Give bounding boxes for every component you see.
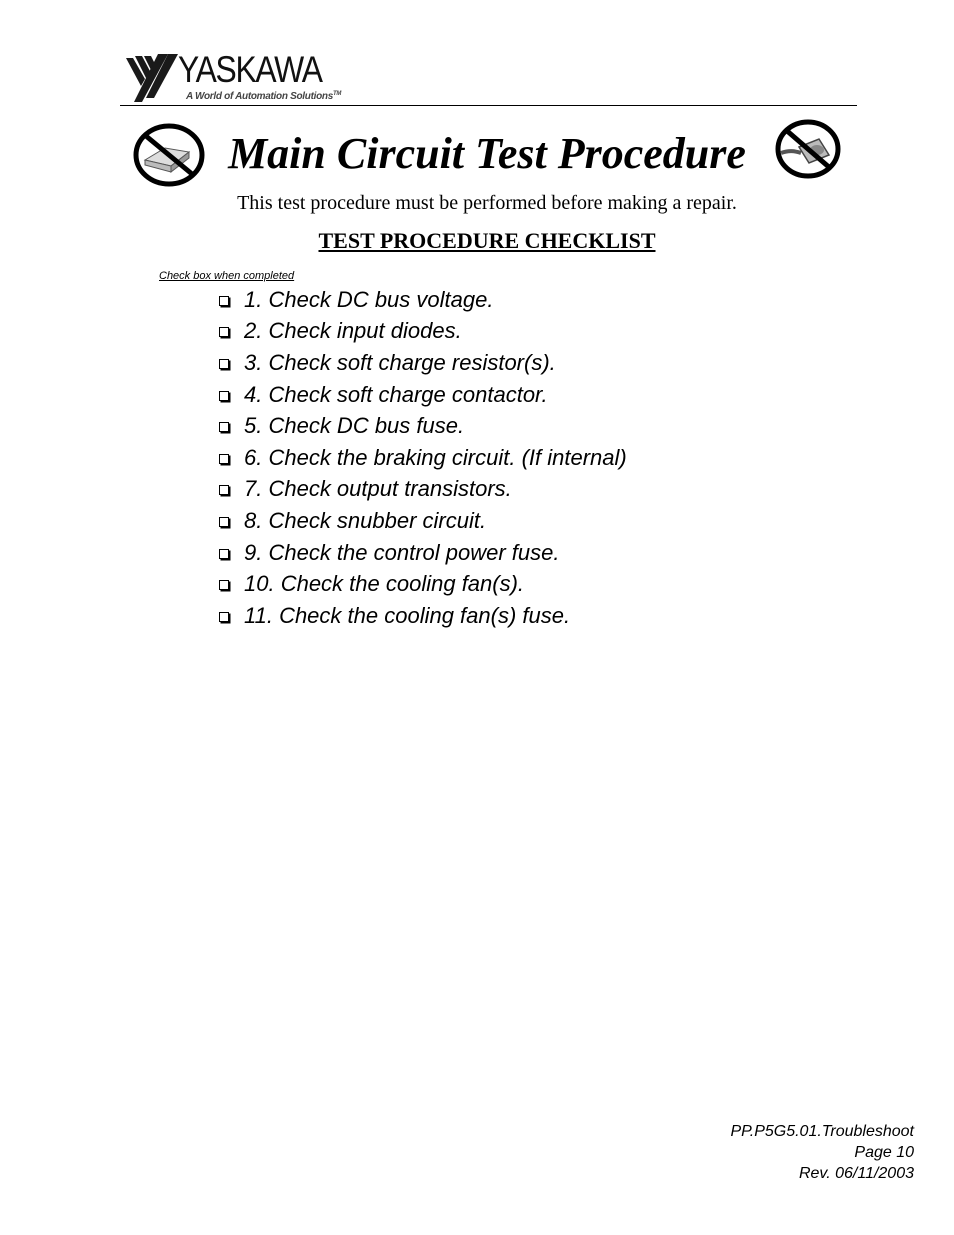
trademark-symbol: TM: [332, 91, 342, 97]
empty-checkbox-icon[interactable]: [219, 454, 229, 464]
page-title: Main Circuit Test Procedure: [228, 129, 746, 178]
checklist-item-label: 6. Check the braking circuit. (If internal): [244, 444, 627, 470]
yaskawa-stripes-logo-icon: [124, 52, 180, 104]
test-procedure-checklist: [219, 284, 627, 632]
checklist-item-label: 8. Check snubber circuit.: [244, 507, 487, 533]
checklist-item: [219, 568, 627, 600]
checklist-item-label: 2. Check input diodes.: [244, 318, 462, 344]
empty-checkbox-icon[interactable]: [219, 612, 229, 622]
empty-checkbox-icon[interactable]: [219, 296, 229, 306]
empty-checkbox-icon[interactable]: [219, 327, 229, 337]
footer-page-number: Page 10: [854, 1144, 914, 1161]
checklist-item-label: 7. Check output transistors.: [244, 476, 512, 502]
checklist-item-label: 5. Check DC bus fuse.: [244, 413, 465, 439]
footer-revision: Rev. 06/11/2003: [798, 1165, 914, 1182]
checklist-note: Check box when completed: [159, 270, 295, 282]
checklist-item-label: 10. Check the cooling fan(s).: [244, 571, 525, 597]
checklist-item-label: 4. Check soft charge contactor.: [244, 381, 548, 407]
checklist-heading: TEST PROCEDURE CHECKLIST: [318, 228, 656, 253]
empty-checkbox-icon[interactable]: [219, 391, 229, 401]
empty-checkbox-icon[interactable]: [219, 422, 229, 432]
empty-checkbox-icon[interactable]: [219, 485, 229, 495]
checklist-item: [219, 347, 627, 379]
checklist-item: [219, 379, 627, 411]
checklist-item: [219, 410, 627, 442]
empty-checkbox-icon[interactable]: [219, 359, 229, 369]
checklist-item-label: 3. Check soft charge resistor(s).: [244, 349, 556, 375]
page-footer: [730, 1121, 914, 1184]
checklist-item: [219, 284, 627, 316]
checklist-item-label: 11. Check the cooling fan(s) fuse.: [244, 602, 571, 628]
footer-doc-id: PP.P5G5.01.Troubleshoot: [730, 1123, 914, 1140]
logo-tagline: [186, 91, 341, 102]
checklist-item-label: 1. Check DC bus voltage.: [244, 286, 494, 312]
checklist-item: [219, 316, 627, 348]
empty-checkbox-icon[interactable]: [219, 517, 229, 527]
no-plug-prohibition-icon: [773, 117, 843, 181]
checklist-item: [219, 474, 627, 506]
intro-subtitle: This test procedure must be performed before making a repair.: [237, 192, 737, 214]
empty-checkbox-icon[interactable]: [219, 549, 229, 559]
company-logo: [124, 50, 374, 108]
header-divider: [120, 105, 857, 106]
logo-wordmark: YASKAWA: [178, 49, 322, 90]
checklist-item: [219, 600, 627, 632]
checklist-item: [219, 537, 627, 569]
logo-tagline-text: A World of Automation Solutions: [186, 91, 333, 102]
checklist-item: [219, 442, 627, 474]
checklist-item: [219, 505, 627, 537]
checklist-item-label: 9. Check the control power fuse.: [244, 539, 560, 565]
empty-checkbox-icon[interactable]: [219, 580, 229, 590]
